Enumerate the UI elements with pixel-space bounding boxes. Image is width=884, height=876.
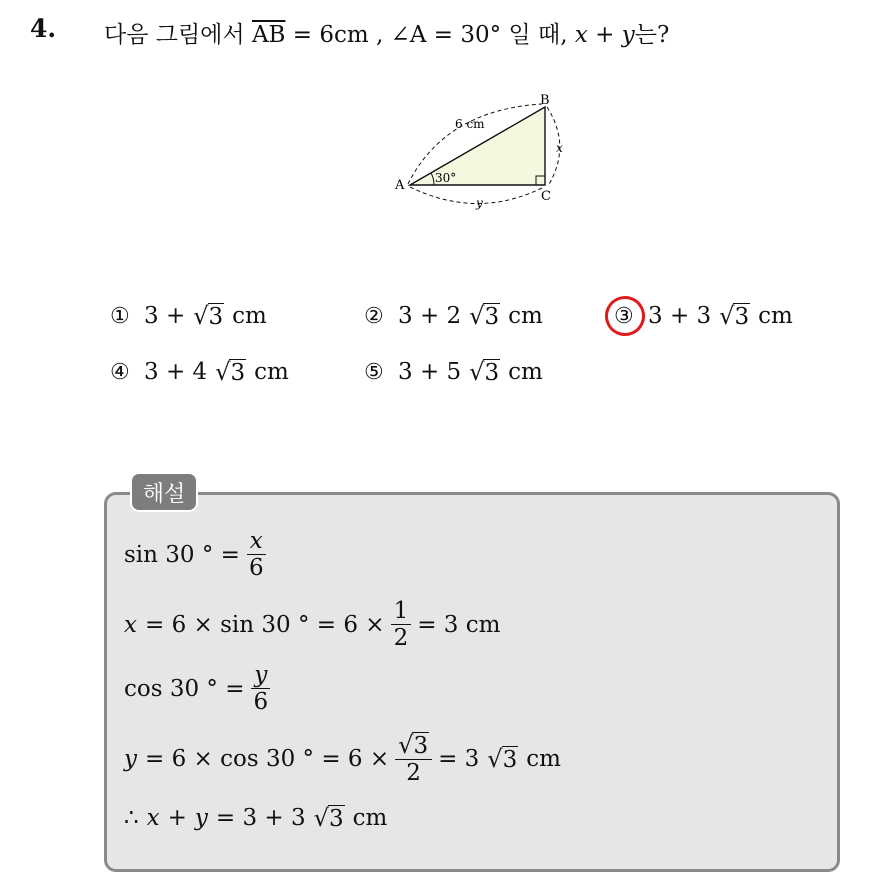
solution-line-5 <box>124 804 387 832</box>
l1-fraction: $\frac{x}{6}$ <box>246 528 267 581</box>
label-hyp: 6 cm <box>455 117 485 131</box>
question-mid3: 일 때, <box>508 22 568 48</box>
choice-1[interactable] <box>110 302 267 330</box>
l5-unit: cm <box>352 805 388 831</box>
l2-mid: = 6 × sin 30 ° = 6 × <box>144 611 385 638</box>
l1-left: sin 30 ° = <box>124 541 240 568</box>
l2-var: x <box>124 611 137 638</box>
l4-right-pre: = 3 <box>438 746 480 772</box>
choice-1-sqrt: √3 <box>193 302 224 330</box>
label-x: x <box>556 141 563 155</box>
plus-sign: + <box>595 22 615 48</box>
choice-1-mark: ① <box>110 303 130 329</box>
var-x: x <box>574 22 588 48</box>
choice-5-unit: cm <box>508 359 543 385</box>
question-number: 4. <box>30 14 57 43</box>
choice-3-prefix: 3 + 3 <box>648 303 712 329</box>
choice-5[interactable] <box>364 358 543 386</box>
choice-5-sqrt: √3 <box>469 358 500 386</box>
therefore-symbol: ∴ <box>124 805 139 831</box>
solution-line-1 <box>124 528 273 581</box>
choice-2-sqrt: √3 <box>469 302 500 330</box>
l2-fraction: $\frac{1}{2}$ <box>391 598 412 651</box>
l3-left: cos 30 ° = <box>124 675 245 702</box>
choice-1-prefix: 3 + <box>144 303 186 329</box>
segment-ab: $\overline{AB}$ <box>251 22 286 48</box>
l5-mid: = 3 + 3 <box>215 805 306 831</box>
l4-var: y <box>124 746 137 772</box>
choice-3-mark: ③ <box>614 303 634 329</box>
choice-2-unit: cm <box>508 303 543 329</box>
label-c: C <box>541 189 551 204</box>
choice-4-prefix: 3 + 4 <box>144 359 208 385</box>
triangle-figure <box>390 90 580 215</box>
choice-5-mark: ⑤ <box>364 359 384 385</box>
choice-2-prefix: 3 + 2 <box>398 303 462 329</box>
solution-line-2 <box>124 598 500 651</box>
label-y: y <box>476 196 483 210</box>
l5-y: y <box>194 805 208 831</box>
choice-2-mark: ② <box>364 303 384 329</box>
choice-5-prefix: 3 + 5 <box>398 359 462 385</box>
question-text <box>104 16 669 49</box>
l4-fraction: $\frac{√3}{2}$ <box>395 732 432 786</box>
choice-3-unit: cm <box>758 303 793 329</box>
answer-circle-mark <box>599 290 650 341</box>
question-suffix: 는? <box>634 22 670 48</box>
choice-2[interactable] <box>364 302 543 330</box>
angle-symbol: ∠ <box>390 22 410 48</box>
question-prefix: 다음 그림에서 <box>104 22 245 48</box>
label-angle: 30° <box>435 171 457 185</box>
choice-4-unit: cm <box>254 359 289 385</box>
solution-line-3 <box>124 662 277 715</box>
l4-unit: cm <box>526 746 561 772</box>
l2-right: = 3 cm <box>417 611 501 638</box>
l4-mid: = 6 × cos 30 ° = 6 × <box>145 746 390 772</box>
l4-sqrt: √3 <box>487 745 518 773</box>
label-a: A <box>395 178 405 193</box>
question-mid2: A = 30° <box>409 22 502 48</box>
choice-4-mark: ④ <box>110 359 130 385</box>
question-mid1: = 6cm , <box>292 22 384 48</box>
l5-plus: + <box>167 805 187 831</box>
choice-1-unit: cm <box>232 303 267 329</box>
l5-sqrt: √3 <box>313 804 344 832</box>
label-b: B <box>540 93 550 108</box>
l3-fraction: $\frac{y}{6}$ <box>251 662 272 715</box>
solution-tag: 해설 <box>130 472 198 512</box>
choice-3-sqrt: √3 <box>719 302 750 330</box>
choice-4-sqrt: √3 <box>215 358 246 386</box>
choice-4[interactable] <box>110 358 289 386</box>
var-y: y <box>621 22 635 48</box>
solution-line-4 <box>124 732 561 786</box>
l5-x: x <box>146 805 160 831</box>
